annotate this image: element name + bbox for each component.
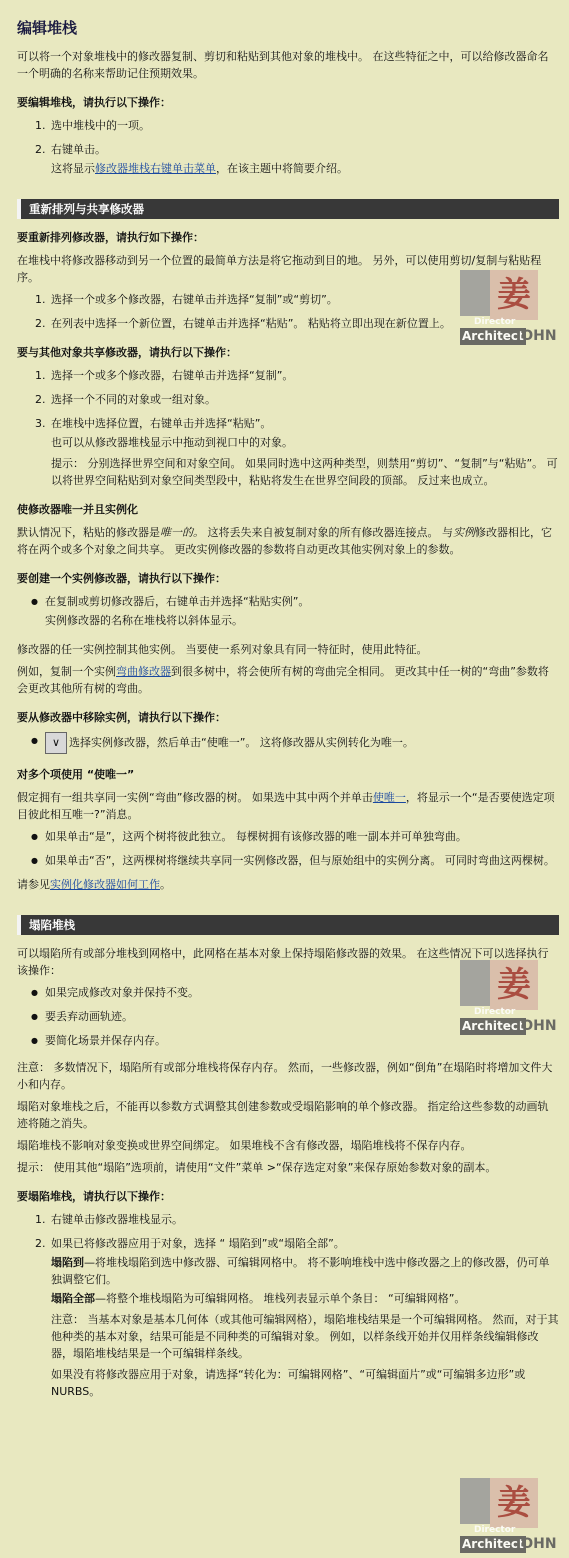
list-item: 2. 选择一个不同的对象或一组对象。 [49,391,559,408]
multi-desc: 假定拥有一组共享同一实例“弯曲”修改器的树。 如果选中其中两个并单击使唯一，将显示一个“是否要使选定项目彼此相互唯一?”消息。 [17,791,555,821]
step-detail: 这将显示修改器堆栈右键单击菜单，在该主题中将简要介绍。 [51,162,348,175]
list-item: ● 如果单击“否”，这两棵树将继续共享同一实例修改器，但与原始组中的实例分离。 可同时弯曲这两棵树。 [31,852,559,869]
list-item: 2. 在列表中选择一个新位置，右键单击并选择“粘贴”。 粘贴将立即出现在新位置上。 [49,315,559,332]
watermark-logo: 姜 Director Architect JOHN [460,960,540,1040]
collapse-note: 注意： 多数情况下，塌陷所有或部分堆栈将保存内存。 然而，一些修改器，例如“倒角”在塌陷时将增加文件大小和内存。 [17,1061,553,1091]
link-bend-modifier[interactable]: 弯曲修改器 [116,665,171,678]
instance-p2: 例如，复制一个实例弯曲修改器到很多树中，将会使所有树的弯曲完全相同。 更改其中任一树的“弯曲”参数将会更改其他所有树的弯曲。 [17,665,549,695]
link-instanced-modifiers[interactable]: 实例化修改器如何工作 [50,878,160,891]
list-item: ● 如果完成修改对象并保持不变。 [31,984,559,1001]
list-item: ● 在复制或剪切修改器后，右键单击并选择“粘贴实例”。 实例修改器的名称在堆栈将以斜体显示。 [31,593,559,629]
list-item: 1. 右键单击修改器堆栈显示。 [49,1211,559,1228]
intro-text: 可以将一个对象堆栈中的修改器复制、剪切和粘贴到其他对象的堆栈中。 在这些特征之中，可以给修改器命名一个明确的名称来帮助记住预期效果。 [17,50,549,80]
list-item: 2. 如果已将修改器应用于对象，选择 “ 塌陷到”或“塌陷全部”。 塌陷到—将堆栈塌陷到选中修改器、可编辑网格中。 将不影响堆栈中选中修改器之上的修改器，仍可单独调整它们。 塌陷全部—将整个堆栈塌陷为可编辑网格。 堆栈列表显示单个条目： “可编辑网格”。 注意： 当基本对象是基本几何体（或其他可编辑网格），塌陷堆栈结果是一个可编辑网格。 然而，对于其他种类的基本对象，结果可能是不同种类的可编辑对象。 例如，以样条线开始并仅用样条线编辑修改器，塌陷堆栈结果是一个可编辑样条线。 如果没有将修改器应用于对象，请选择“转化为：可编辑网格”、“可编辑面片”或“可编辑多边形”或 NURBS。 [49,1235,559,1400]
step-detail: 也可以从修改器堆栈显示中拖动到视口中的对象。 [51,436,293,449]
note: 如果没有将修改器应用于对象，请选择“转化为：可编辑网格”、“可编辑面片”或“可编辑多边形”或 NURBS。 [51,1368,526,1398]
list-item: 2. 右键单击。 这将显示修改器堆栈右键单击菜单，在该主题中将简要介绍。 [49,141,559,177]
remove-steps [17,732,559,754]
tip-note: 提示： 分别选择世界空间和对象空间。 如果同时选中这两种类型，则禁用“剪切”、“复制”与“粘贴”。 可以将世界空间粘贴到对象空间类型段中，粘贴将发生在世界空间段的顶部。 反过来也成立。 [51,457,558,487]
list-item: 3. 在堆栈中选择位置，右键单击并选择“粘贴”。 也可以从修改器堆栈显示中拖动到视口中的对象。 提示： 分别选择世界空间和对象空间。 如果同时选中这两种类型，则禁用“剪切”、“复制”与“粘贴”。 可以将世界空间粘贴到对象空间类型段中，粘贴将发生在世界空间段的顶部。 反过来也成立。 [49,415,559,489]
reorder-desc: 在堆栈中将修改器移动到另一个位置的最简单方法是将它拖动到目的地。 另外，可以使用剪切/复制与粘贴程序。 [17,254,542,284]
reorder-lead: 要重新排列修改器，请执行如下操作： [17,231,204,244]
list-item: 1. 选择一个或多个修改器，右键单击并选择“复制”或“剪切”。 [49,291,559,308]
edit-lead: 要编辑堆栈，请执行以下操作： [17,96,171,109]
modifier-make-unique-icon[interactable]: ∨ [45,732,67,754]
edit-steps [17,117,559,177]
section-heading-rearrange: 重新排列与共享修改器 [17,199,559,219]
multi-heading: 对多个项使用 “使唯一” [17,768,135,781]
collapse-lead: 要塌陷堆栈，请执行以下操作： [17,1190,171,1203]
page-title: 编辑堆栈 [17,19,78,37]
list-item: 1. 选中堆栈中的一项。 [49,117,559,134]
link-make-unique[interactable]: 使唯一 [372,791,406,804]
see-also: 请参见实例化修改器如何工作。 [17,878,171,891]
instance-lead: 要创建一个实例修改器，请执行以下操作： [17,572,226,585]
instance-steps [17,593,559,629]
section-heading-collapse: 塌陷堆栈 [17,915,559,935]
collapse-p2: 塌陷对象堆栈之后，不能再以参数方式调整其创建参数或受塌陷影响的单个修改器。 指定给这些参数的动画轨迹将随之消失。 [17,1100,549,1130]
share-steps [17,367,559,489]
list-item: ● 要丢弃动画轨迹。 [31,1008,559,1025]
step-detail: 实例修改器的名称在堆栈将以斜体显示。 [45,614,243,627]
collapse-steps [17,1211,559,1400]
list-item: ● 要简化场景并保存内存。 [31,1032,559,1049]
instance-p1: 修改器的任一实例控制其他实例。 当要使一系列对象具有同一特征时，使用此特征。 [17,643,428,656]
watermark-logo: 姜 Director Architect JOHN [460,1478,540,1558]
unique-heading: 使修改器唯一并且实例化 [17,503,138,516]
collapse-p1: 可以塌陷所有或部分堆栈到网格中，此网格在基本对象上保持塌陷修改器的效果。 在这些情况下可以选择执行该操作： [17,947,549,977]
step-detail: 塌陷到—将堆栈塌陷到选中修改器、可编辑网格中。 将不影响堆栈中选中修改器之上的修改器，仍可单独调整它们。 [51,1256,550,1286]
note: 注意： 当基本对象是基本几何体（或其他可编辑网格），塌陷堆栈结果是一个可编辑网格。 然而，对于其他种类的基本对象，结果可能是不同种类的可编辑对象。 例如，以样条线开始并仅用样条线编辑修改器，塌陷堆栈结果是一个可编辑样条线。 [51,1313,559,1360]
collapse-tip: 提示： 使用其他“塌陷”选项前，请使用“文件”菜单 >“保存选定对象”来保存原始参数对象的副本。 [17,1161,497,1174]
share-lead: 要与其他对象共享修改器，请执行以下操作： [17,346,237,359]
list-item: 1. 选择一个或多个修改器，右键单击并选择“复制”。 [49,367,559,384]
watermark-logo: 姜 Director Architect JOHN [460,270,540,350]
unique-desc: 默认情况下，粘贴的修改器是唯一的。 这将丢失来自被复制对象的所有修改器连接点。 与实例修改器相比，它将在两个或多个对象之间共享。 更改实例修改器的参数将自动更改其他实例对象上的参数。 [17,526,552,556]
multi-bullets [17,828,559,869]
step-detail: 塌陷全部—将整个堆栈塌陷为可编辑网格。 堆栈列表显示单个条目： “可编辑网格”。 [51,1292,466,1305]
collapse-p3: 塌陷堆栈不影响对象变换或世界空间绑定。 如果堆栈不含有修改器，塌陷堆栈将不保存内存。 [17,1139,472,1152]
remove-lead: 要从修改器中移除实例，请执行以下操作： [17,711,226,724]
list-item: ● 如果单击“是”，这两个树将彼此独立。 每棵树拥有该修改器的唯一副本并可单独弯曲。 [31,828,559,845]
list-item: ● ∨ 选择实例修改器，然后单击“使唯一”。 这将修改器从实例转化为唯一。 [31,732,559,754]
link-stack-right-click-menu[interactable]: 修改器堆栈右键单击菜单 [95,162,216,175]
